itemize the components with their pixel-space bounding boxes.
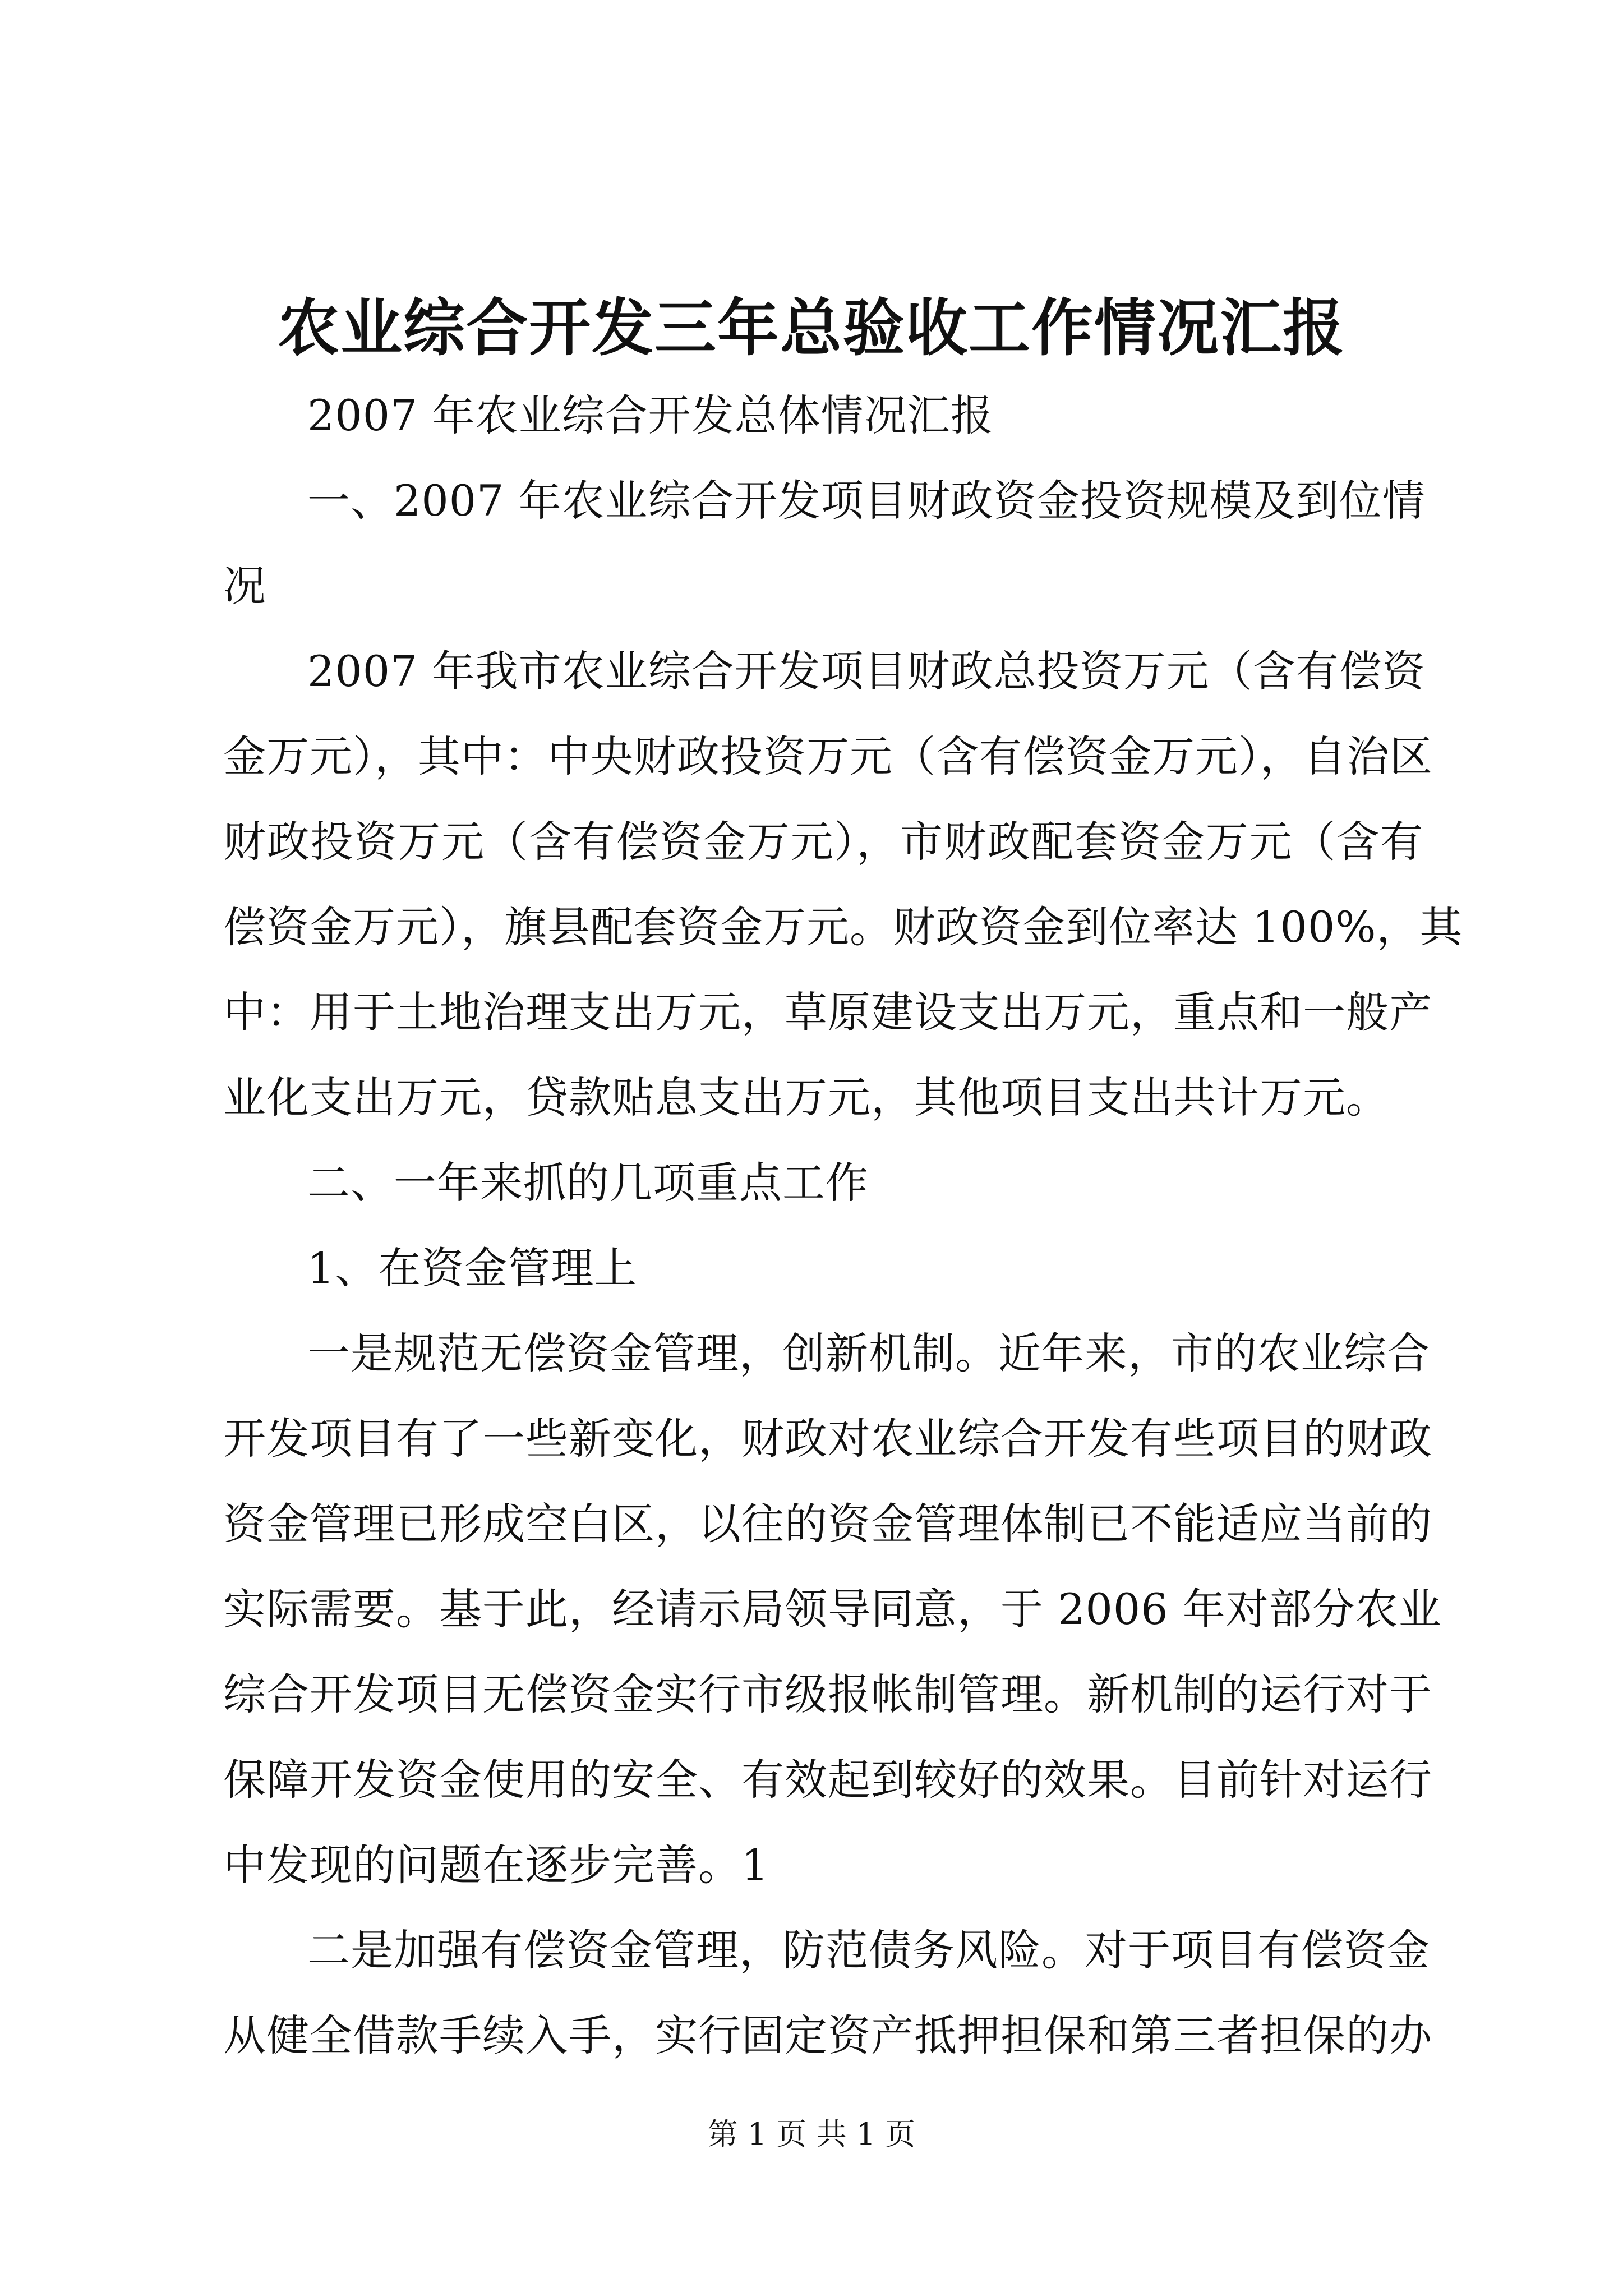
paragraph-line: 中发现的问题在逐步完善。1 [223, 1840, 769, 1890]
paragraph-line: 2007 年农业综合开发总体情况汇报 [307, 390, 994, 440]
paragraph-line: 金万元），其中：中央财政投资万元（含有偿资金万元），自治区 [223, 731, 1433, 781]
document-body [223, 373, 1463, 2078]
paragraph-line: 保障开发资金使用的安全、有效起到较好的效果。目前针对运行 [223, 1755, 1432, 1805]
paragraph-line: 一是规范无偿资金管理，创新机制。近年来，市的农业综合 [307, 1328, 1430, 1378]
document-title: 农业综合开发三年总验收工作情况汇报 [278, 292, 1345, 364]
paragraph-line: 中：用于土地治理支出万元，草原建设支出万元，重点和一般产 [223, 987, 1432, 1037]
paragraph-line: 资金管理已形成空白区，以往的资金管理体制已不能适应当前的 [223, 1499, 1432, 1549]
paragraph-line: 实际需要。基于此，经请示局领导同意，于 2006 年对部分农业 [223, 1584, 1442, 1634]
paragraph-line: 二、一年来抓的几项重点工作 [307, 1158, 869, 1208]
paragraph-line: 综合开发项目无偿资金实行市级报帐制管理。新机制的运行对于 [223, 1669, 1432, 1719]
page-footer: 第 1 页 共 1 页 [707, 2116, 916, 2152]
paragraph-line: 财政投资万元（含有偿资金万元），市财政配套资金万元（含有 [223, 817, 1423, 867]
paragraph-line: 开发项目有了一些新变化，财政对农业综合开发有些项目的财政 [223, 1414, 1432, 1464]
paragraph-line: 2007 年我市农业综合开发项目财政总投资万元（含有偿资 [307, 646, 1426, 696]
paragraph-line: 一、2007 年农业综合开发项目财政资金投资规模及到位情 [307, 476, 1426, 526]
paragraph-line: 从健全借款手续入手，实行固定资产抵押担保和第三者担保的办 [223, 2010, 1432, 2060]
paragraph-line: 偿资金万元），旗县配套资金万元。财政资金到位率达 100%，其 [223, 902, 1463, 952]
paragraph-line: 1、在资金管理上 [307, 1243, 638, 1293]
paragraph-line: 业化支出万元，贷款贴息支出万元，其他项目支出共计万元。 [223, 1073, 1389, 1122]
paragraph-line: 二是加强有偿资金管理，防范债务风险。对于项目有偿资金 [307, 1925, 1430, 1975]
paragraph-line: 况 [223, 561, 266, 611]
